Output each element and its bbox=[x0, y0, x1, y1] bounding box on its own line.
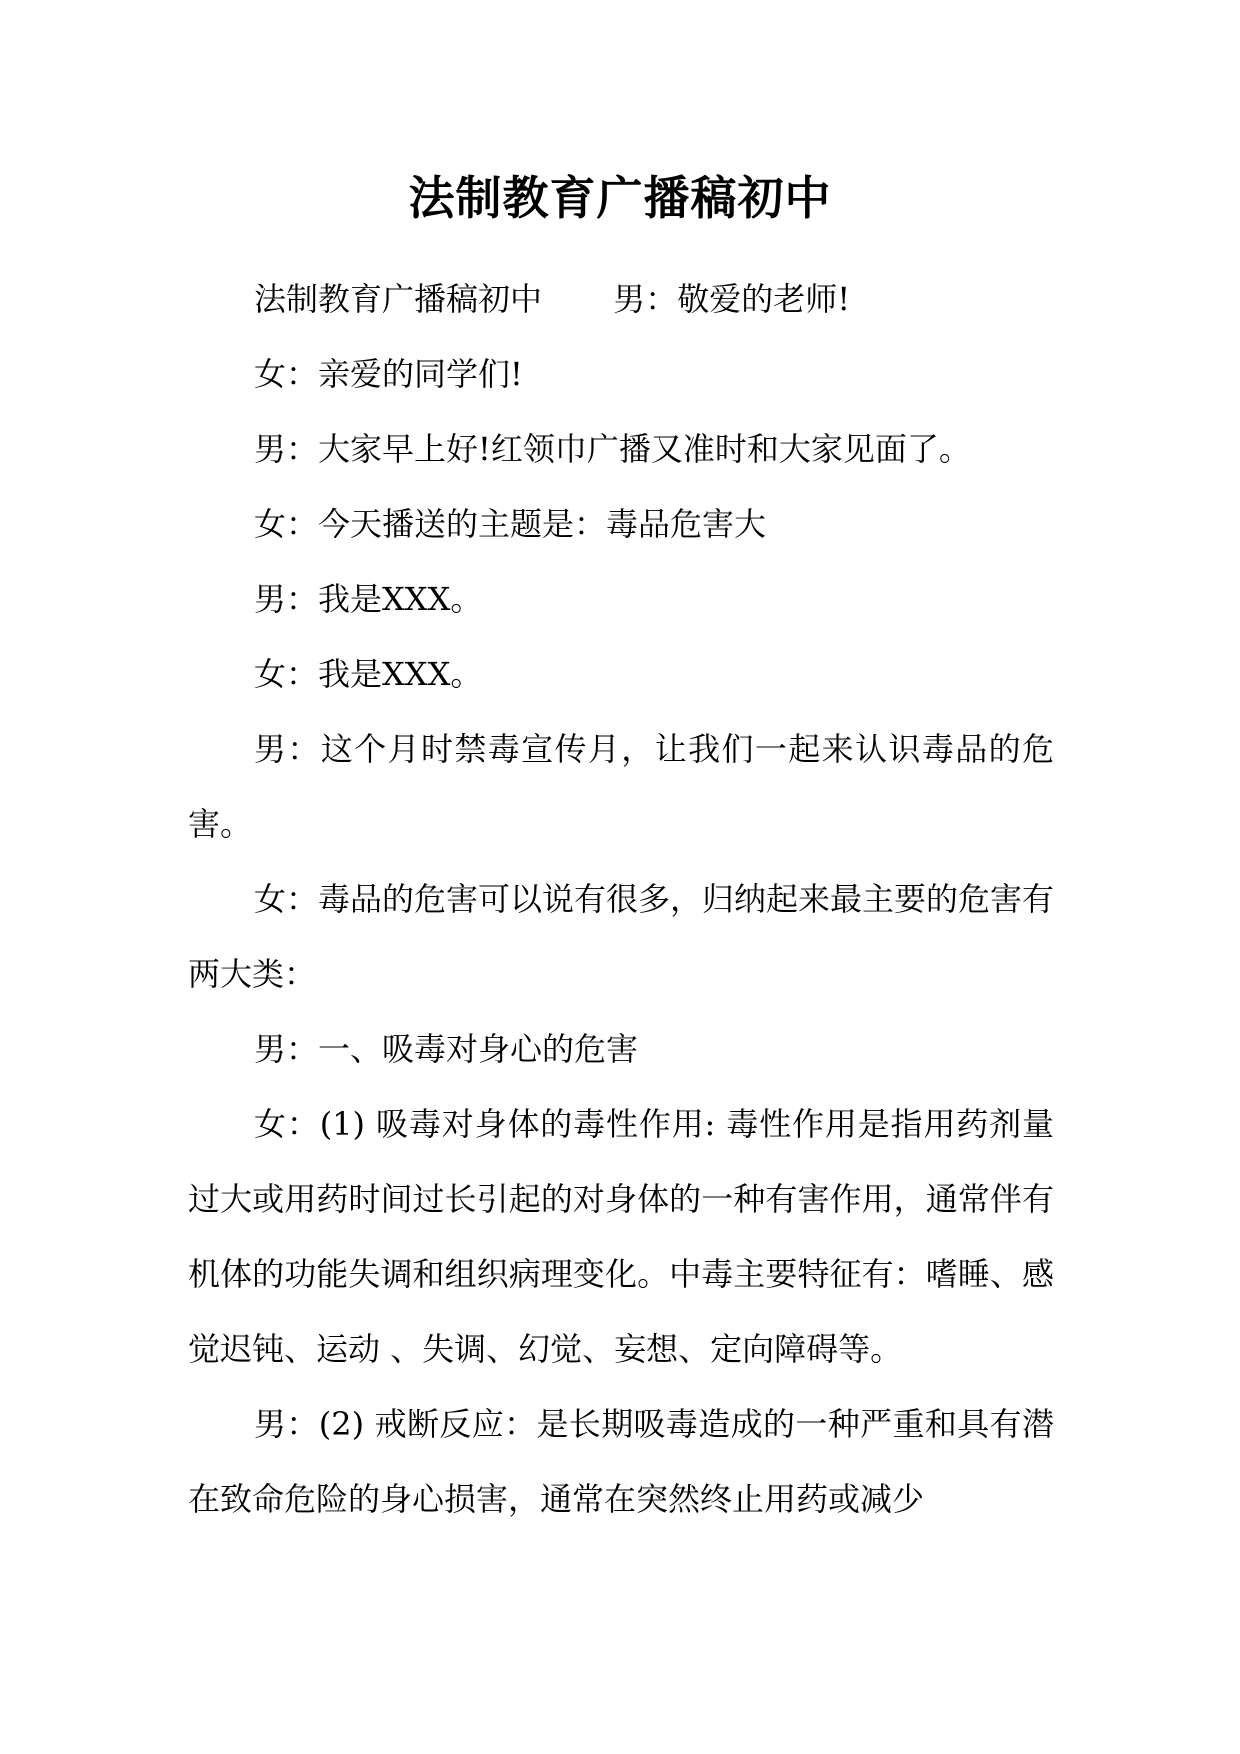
paragraph: 男：大家早上好!红领巾广播又准时和大家见面了。 bbox=[254, 430, 971, 468]
paragraph: 女：毒品的危害可以说有很多，归纳起来最主要的危害有两大类： bbox=[188, 880, 1055, 993]
paragraph: 女：(1) 吸毒对身体的毒性作用: 毒性作用是指用药剂量过大或用药时间过长引起的对身体的一种有害作用，通常伴有机体的功能失调和组织病理变化。中毒主要特征有：嗜睡、感觉迟钝、运动 、失调、幻觉、妄想、定向障碍等。 bbox=[188, 1105, 1054, 1368]
paragraph: 男：我是XXX。 bbox=[254, 580, 483, 618]
paragraph: 男：这个月时禁毒宣传月，让我们一起来认识毒品的危害。 bbox=[188, 730, 1054, 843]
document-title: 法制教育广播稿初中 bbox=[408, 171, 832, 225]
paragraph: 男：一、吸毒对身心的危害 bbox=[254, 1030, 639, 1068]
paragraph: 女：亲爱的同学们! bbox=[254, 355, 523, 393]
document-body bbox=[188, 262, 1054, 1537]
paragraph: 男：(2) 戒断反应：是长期吸毒造成的一种严重和具有潜在致命危险的身心损害，通常在突然终止用药或减少 bbox=[188, 1405, 1054, 1518]
paragraph: 女：我是XXX。 bbox=[254, 655, 483, 693]
paragraph: 女：今天播送的主题是：毒品危害大 bbox=[254, 505, 767, 543]
paragraph: 法制教育广播稿初中 男：敬爱的老师! bbox=[254, 280, 851, 318]
